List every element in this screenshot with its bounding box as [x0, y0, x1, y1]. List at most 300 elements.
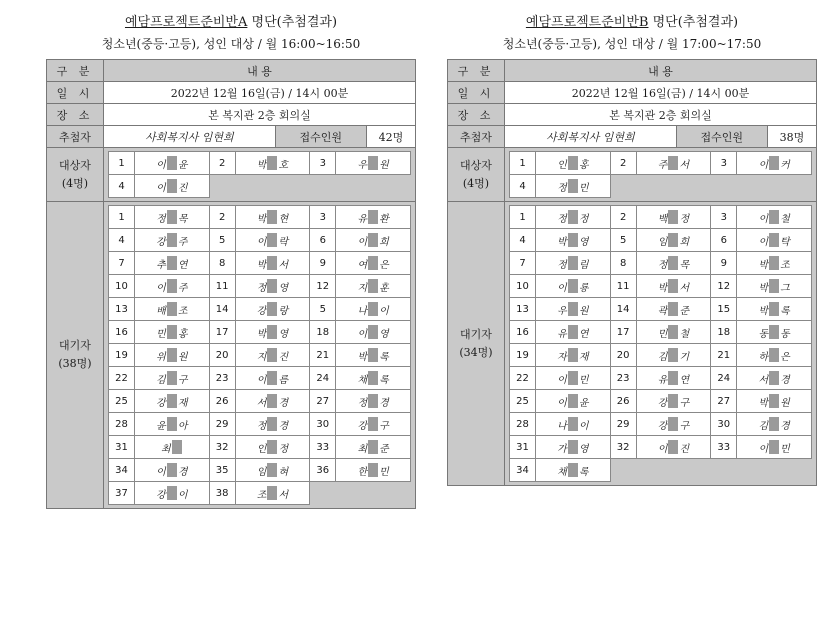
name-last-char: 희: [679, 236, 690, 248]
entry-name: [737, 252, 812, 275]
entry-name: [135, 321, 210, 344]
name-first-char: 유: [357, 213, 368, 225]
entry-name: [636, 321, 711, 344]
program-name: 예담프로젝트준비반B: [525, 15, 649, 30]
redaction-block: [368, 371, 378, 385]
entry-name: [235, 206, 310, 229]
entry-number: 36: [310, 459, 336, 482]
name-first-char: 하: [758, 351, 769, 363]
name-first-char: 이: [156, 466, 166, 478]
entry-name: [135, 367, 210, 390]
name-first-char: 이: [156, 282, 166, 294]
header-row: [47, 60, 416, 82]
name-first-char: 강: [657, 420, 668, 432]
entry-number: 4: [109, 229, 135, 252]
redaction-block: [167, 302, 177, 316]
name-first-char: 정: [557, 182, 567, 194]
name-first-char: 이: [557, 282, 567, 294]
entry-number: 31: [109, 436, 135, 459]
name-last-char: 진: [278, 351, 289, 363]
entry-name: [536, 436, 611, 459]
name-last-char: 영: [278, 282, 289, 294]
name-last-char: 서: [278, 489, 289, 501]
grid-row: [109, 390, 411, 413]
name-last-char: 홍: [177, 328, 188, 340]
name-first-char: 곽: [657, 305, 668, 317]
name-last-char: 철: [679, 328, 690, 340]
entry-number: 19: [510, 344, 536, 367]
name-last-char: 영: [379, 328, 389, 340]
empty-cell: [636, 459, 711, 482]
received-label: 접수인원: [275, 126, 366, 148]
redaction-block: [167, 233, 177, 247]
waiting-row: [448, 202, 817, 486]
entry-name: [135, 413, 210, 436]
entry-number: 26: [209, 390, 235, 413]
name-first-char: 박: [357, 351, 368, 363]
redaction-block: [568, 325, 578, 339]
title-suffix: 명단(추첨결과): [247, 15, 338, 30]
entry-number: 8: [610, 252, 636, 275]
grid-row: [510, 298, 812, 321]
entry-number: 12: [711, 275, 737, 298]
entry-name: [336, 390, 411, 413]
entry-number: 3: [310, 206, 336, 229]
document-title: [447, 14, 817, 32]
redaction-block: [769, 302, 779, 316]
entry-number: 16: [109, 321, 135, 344]
redaction-block: [167, 325, 177, 339]
name-first-char: 김: [156, 374, 166, 386]
entry-number: 1: [109, 152, 135, 175]
redaction-block: [568, 156, 578, 170]
redaction-block: [568, 210, 578, 224]
grid-row: [510, 344, 812, 367]
name-grid: [509, 205, 812, 482]
redaction-block: [167, 417, 177, 431]
entry-name: [737, 413, 812, 436]
entry-number: 34: [510, 459, 536, 482]
drawer-row: [448, 126, 817, 148]
document-subtitle: 청소년(중등·고등), 성인 대상 / 월 16:00~16:50: [101, 37, 361, 51]
drawer-label: 추첨자: [47, 126, 104, 148]
entry-name: [536, 206, 611, 229]
redaction-block: [769, 348, 779, 362]
waiting-grid-cell: [505, 202, 817, 486]
entry-name: [235, 275, 310, 298]
name-last-char: 윤: [177, 159, 188, 171]
name-first-char: 여: [357, 259, 368, 271]
name-last-char: 혀: [278, 466, 289, 478]
header-row: [448, 60, 817, 82]
redaction-block: [368, 233, 378, 247]
entry-name: [336, 298, 411, 321]
entry-name: [336, 321, 411, 344]
grid-row: [510, 436, 812, 459]
entry-name: [336, 436, 411, 459]
name-first-char: 김: [758, 420, 769, 432]
redaction-block: [368, 156, 378, 170]
entry-number: 9: [711, 252, 737, 275]
name-first-char: 이: [156, 159, 166, 171]
name-first-char: 박: [758, 259, 769, 271]
header-content: 내 용: [104, 60, 416, 82]
name-last-char: 영: [578, 236, 589, 248]
name-first-char: 민: [657, 328, 668, 340]
entry-number: 33: [310, 436, 336, 459]
name-last-char: 름: [278, 374, 289, 386]
grid-row: [109, 436, 411, 459]
entry-name: [235, 459, 310, 482]
entry-name: [135, 275, 210, 298]
name-last-char: 동: [780, 328, 790, 340]
redaction-block: [568, 279, 578, 293]
entry-name: [536, 344, 611, 367]
redaction-block: [668, 156, 678, 170]
entry-number: 38: [209, 482, 235, 505]
name-first-char: 강: [156, 236, 166, 248]
target-label: 대상자: [460, 158, 492, 172]
name-last-char: 철: [780, 213, 790, 225]
name-last-char: 원: [578, 305, 589, 317]
entry-name: [235, 413, 310, 436]
redaction-block: [668, 348, 678, 362]
entry-name: [336, 459, 411, 482]
redaction-block: [368, 463, 378, 477]
name-first-char: 서: [758, 374, 769, 386]
name-last-char: 림: [578, 259, 589, 271]
name-last-char: 민: [379, 466, 389, 478]
entry-number: 28: [109, 413, 135, 436]
redaction-block: [267, 463, 277, 477]
entry-number: 9: [310, 252, 336, 275]
entry-name: [737, 152, 812, 175]
name-last-char: 은: [379, 259, 389, 271]
name-first-char: 이: [557, 374, 567, 386]
name-first-char: 인: [256, 443, 267, 455]
header-category: 구 분: [47, 60, 104, 82]
entry-name: [235, 152, 310, 175]
name-first-char: 자: [557, 351, 567, 363]
entry-name: [737, 275, 812, 298]
name-first-char: 박: [256, 328, 267, 340]
entry-number: 5: [310, 298, 336, 321]
entry-number: 22: [510, 367, 536, 390]
entry-number: 14: [610, 298, 636, 321]
name-last-char: 구: [379, 420, 389, 432]
name-first-char: 임: [256, 466, 267, 478]
name-last-char: 진: [679, 443, 690, 455]
entry-name: [737, 298, 812, 321]
empty-cell: [310, 175, 336, 198]
entry-name: [235, 298, 310, 321]
entry-name: [536, 175, 611, 198]
redaction-block: [668, 256, 678, 270]
entry-name: [336, 367, 411, 390]
name-last-char: 민: [578, 374, 589, 386]
name-first-char: 채: [557, 466, 567, 478]
name-first-char: 나: [357, 305, 368, 317]
name-first-char: 이: [557, 397, 567, 409]
name-last-char: 환: [379, 213, 389, 225]
name-last-char: 재: [177, 397, 188, 409]
name-last-char: 서: [679, 159, 690, 171]
grid-row: [109, 229, 411, 252]
received-value: 38명: [767, 126, 816, 148]
name-last-char: 이: [379, 305, 389, 317]
entry-name: [536, 275, 611, 298]
redaction-block: [267, 394, 277, 408]
name-last-char: 이: [578, 420, 589, 432]
entry-number: 6: [711, 229, 737, 252]
name-first-char: 이: [256, 236, 267, 248]
redaction-block: [769, 371, 779, 385]
redaction-block: [167, 279, 177, 293]
entry-name: [636, 344, 711, 367]
name-first-char: 우: [357, 159, 368, 171]
redaction-block: [568, 440, 578, 454]
redaction-block: [267, 371, 277, 385]
redaction-block: [267, 279, 277, 293]
entry-name: [336, 344, 411, 367]
entry-number: 28: [510, 413, 536, 436]
grid-row: [510, 413, 812, 436]
entry-name: [636, 252, 711, 275]
name-last-char: 민: [578, 182, 589, 194]
entry-number: 29: [209, 413, 235, 436]
entry-number: 1: [510, 206, 536, 229]
name-first-char: 정: [657, 259, 668, 271]
empty-cell: [636, 175, 711, 198]
entry-name: [235, 344, 310, 367]
roster-table: [447, 59, 817, 486]
name-first-char: 임: [657, 236, 668, 248]
date-value: 2022년 12월 16일(금) / 14시 00분: [505, 82, 817, 104]
entry-name: [536, 321, 611, 344]
entry-number: 30: [711, 413, 737, 436]
entry-number: 19: [109, 344, 135, 367]
name-first-char: 박: [758, 305, 769, 317]
waiting-row: [47, 202, 416, 509]
name-first-char: 추: [156, 259, 166, 271]
date-row: [47, 82, 416, 104]
name-last-char: 홍: [578, 159, 589, 171]
entry-name: [636, 390, 711, 413]
name-last-char: 서: [679, 282, 690, 294]
name-first-char: 박: [758, 397, 769, 409]
name-first-char: 백: [657, 213, 668, 225]
name-first-char: 위: [156, 351, 166, 363]
entry-name: [636, 206, 711, 229]
name-first-char: 배: [156, 305, 166, 317]
empty-cell: [711, 175, 737, 198]
entry-name: [135, 229, 210, 252]
redaction-block: [568, 302, 578, 316]
name-first-char: 박: [256, 259, 267, 271]
entry-name: [636, 229, 711, 252]
redaction-block: [267, 256, 277, 270]
target-count: (4명): [462, 176, 490, 190]
name-last-char: 록: [379, 351, 389, 363]
entry-number: 1: [510, 152, 536, 175]
entry-name: [235, 252, 310, 275]
name-first-char: 나: [557, 420, 567, 432]
name-first-char: 이: [758, 443, 769, 455]
redaction-block: [668, 440, 678, 454]
name-last-char: 민: [780, 443, 790, 455]
waiting-label-cell: [448, 202, 505, 486]
empty-cell: [235, 175, 310, 198]
drawer-row: [47, 126, 416, 148]
entry-number: 21: [711, 344, 737, 367]
redaction-block: [568, 394, 578, 408]
grid-row: [109, 459, 411, 482]
name-first-char: 박: [256, 159, 267, 171]
entry-name: [135, 206, 210, 229]
name-last-char: 정: [278, 443, 289, 455]
entry-number: 37: [109, 482, 135, 505]
entry-number: 13: [510, 298, 536, 321]
entry-number: 16: [510, 321, 536, 344]
name-last-char: 호: [278, 159, 289, 171]
name-last-char: 그: [780, 282, 790, 294]
entry-name: [536, 367, 611, 390]
target-row: [47, 148, 416, 202]
redaction-block: [267, 233, 277, 247]
roster-page-a: [46, 14, 416, 509]
name-last-char: 영: [278, 328, 289, 340]
name-last-char: 경: [780, 374, 790, 386]
redaction-block: [568, 348, 578, 362]
empty-cell: [310, 482, 336, 505]
entry-number: 3: [711, 152, 737, 175]
redaction-block: [368, 325, 378, 339]
name-last-char: 연: [578, 328, 589, 340]
entry-name: [336, 229, 411, 252]
place-value: 본 복지관 2층 회의실: [505, 104, 817, 126]
entry-number: 4: [109, 175, 135, 198]
entry-name: [536, 152, 611, 175]
target-grid-cell: [505, 148, 817, 202]
entry-name: [536, 298, 611, 321]
name-grid: [509, 151, 812, 198]
name-first-char: 이: [256, 374, 267, 386]
entry-number: 2: [209, 206, 235, 229]
target-label-cell: [448, 148, 505, 202]
entry-number: 34: [109, 459, 135, 482]
entry-number: 32: [209, 436, 235, 459]
name-grid: [108, 151, 411, 198]
entry-name: [135, 344, 210, 367]
grid-row: [109, 482, 411, 505]
name-last-char: 원: [780, 397, 790, 409]
redaction-block: [267, 417, 277, 431]
redaction-block: [267, 210, 277, 224]
name-first-char: 이: [657, 443, 668, 455]
name-first-char: 이: [758, 213, 769, 225]
entry-name: [737, 206, 812, 229]
name-last-char: 주: [177, 236, 188, 248]
grid-row: [109, 252, 411, 275]
entry-number: 11: [209, 275, 235, 298]
entry-number: 21: [310, 344, 336, 367]
grid-row: [109, 152, 411, 175]
entry-name: [135, 436, 210, 459]
entry-number: 8: [209, 252, 235, 275]
redaction-block: [568, 256, 578, 270]
waiting-count: (38명): [58, 357, 92, 370]
name-last-char: 목: [679, 259, 690, 271]
name-first-char: 동: [758, 328, 769, 340]
redaction-block: [368, 302, 378, 316]
name-first-char: 민: [156, 328, 166, 340]
entry-number: 7: [510, 252, 536, 275]
redaction-block: [769, 210, 779, 224]
name-last-char: 경: [780, 420, 790, 432]
entry-number: 27: [711, 390, 737, 413]
entry-number: 20: [610, 344, 636, 367]
redaction-block: [167, 210, 177, 224]
redaction-block: [368, 417, 378, 431]
empty-cell: [737, 175, 812, 198]
name-first-char: 강: [256, 305, 267, 317]
date-row: [448, 82, 817, 104]
entry-name: [636, 413, 711, 436]
grid-row: [510, 275, 812, 298]
entry-name: [737, 436, 812, 459]
entry-name: [636, 367, 711, 390]
entry-name: [135, 482, 210, 505]
grid-row: [109, 413, 411, 436]
name-first-char: 이: [156, 182, 166, 194]
entry-number: 26: [610, 390, 636, 413]
entry-number: 2: [610, 152, 636, 175]
redaction-block: [368, 394, 378, 408]
name-last-char: 진: [177, 182, 188, 194]
redaction-block: [769, 394, 779, 408]
redaction-block: [172, 440, 182, 454]
date-label: 일 시: [47, 82, 104, 104]
grid-row: [510, 206, 812, 229]
entry-name: [636, 152, 711, 175]
header-content: 내 용: [505, 60, 817, 82]
name-first-char: 이: [758, 159, 769, 171]
grid-row: [510, 152, 812, 175]
waiting-count: (34명): [459, 345, 493, 359]
entry-name: [536, 390, 611, 413]
name-first-char: 박: [758, 282, 769, 294]
entry-number: 10: [109, 275, 135, 298]
entry-name: [636, 275, 711, 298]
entry-number: 14: [209, 298, 235, 321]
grid-row: [109, 298, 411, 321]
name-last-char: 경: [177, 466, 188, 478]
waiting-label-cell: [47, 202, 104, 509]
redaction-block: [267, 156, 277, 170]
name-first-char: 우: [557, 305, 567, 317]
entry-name: [336, 206, 411, 229]
target-label-cell: [47, 148, 104, 202]
name-last-char: 연: [679, 374, 690, 386]
waiting-label: 대기자: [59, 339, 91, 352]
name-first-char: 유: [557, 328, 567, 340]
entry-name: [737, 321, 812, 344]
place-row: [448, 104, 817, 126]
header-category: 구 분: [448, 60, 505, 82]
grid-row: [510, 321, 812, 344]
redaction-block: [368, 348, 378, 362]
name-first-char: 채: [357, 374, 368, 386]
